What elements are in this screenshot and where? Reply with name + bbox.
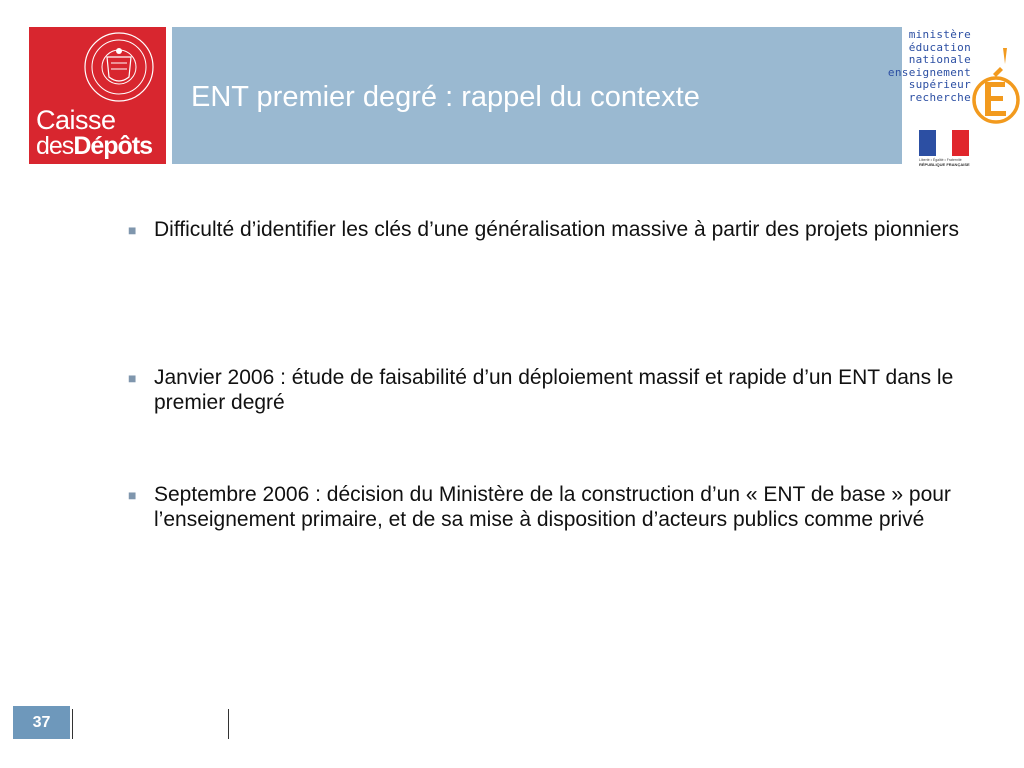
- cdc-logo-word-caisse: Caisse: [36, 105, 116, 135]
- bullet-text: Difficulté d’identifier les clés d’une généralisation massive à partir des projets pionniers: [154, 218, 960, 241]
- bullet-item: [128, 365, 968, 415]
- title-band: [172, 27, 902, 164]
- ministry-logo: [887, 24, 1024, 169]
- ministry-line: ministère: [908, 28, 971, 41]
- republic-name: RÉPUBLIQUE FRANÇAISE: [919, 162, 970, 167]
- footer-divider: [228, 709, 229, 739]
- ministry-line: enseignement: [887, 65, 971, 79]
- ministry-line: éducation: [908, 40, 971, 54]
- slide-title: ENT premier degré : rappel du contexte: [191, 81, 700, 113]
- cdc-logo-des: des: [36, 132, 74, 160]
- education-e-icon: [969, 34, 1023, 126]
- bullet-square-icon: ■: [128, 370, 137, 386]
- bullet-item: [128, 482, 968, 532]
- french-flag-icon: [919, 130, 969, 156]
- caisse-des-depots-logo: [29, 27, 166, 164]
- bullet-square-icon: ■: [128, 222, 137, 238]
- bullet-text: Septembre 2006 : décision du Ministère de la construction d’un « ENT de base » pour l’enseignement primaire, et de sa mise à disposition d’acteurs publics comme privé: [154, 483, 951, 531]
- footer-divider: [72, 709, 73, 739]
- ministry-line: supérieur: [908, 78, 971, 92]
- ministry-line: nationale: [908, 53, 971, 67]
- republique-francaise-logo: [919, 130, 971, 167]
- ministry-text: [888, 29, 971, 105]
- ministry-line: recherche: [908, 90, 971, 104]
- cdc-logo-word-des-depots: [36, 134, 152, 159]
- page-number: 37: [13, 706, 70, 739]
- cdc-logo-depots: Dépôts: [73, 132, 153, 160]
- bullet-text: Janvier 2006 : étude de faisabilité d’un déploiement massif et rapide d’un ENT dans le premier degré: [154, 366, 954, 414]
- bullet-item: [128, 217, 968, 242]
- bullet-square-icon: ■: [128, 487, 137, 503]
- republic-motto: Liberté • Égalité • Fraternité: [919, 158, 962, 162]
